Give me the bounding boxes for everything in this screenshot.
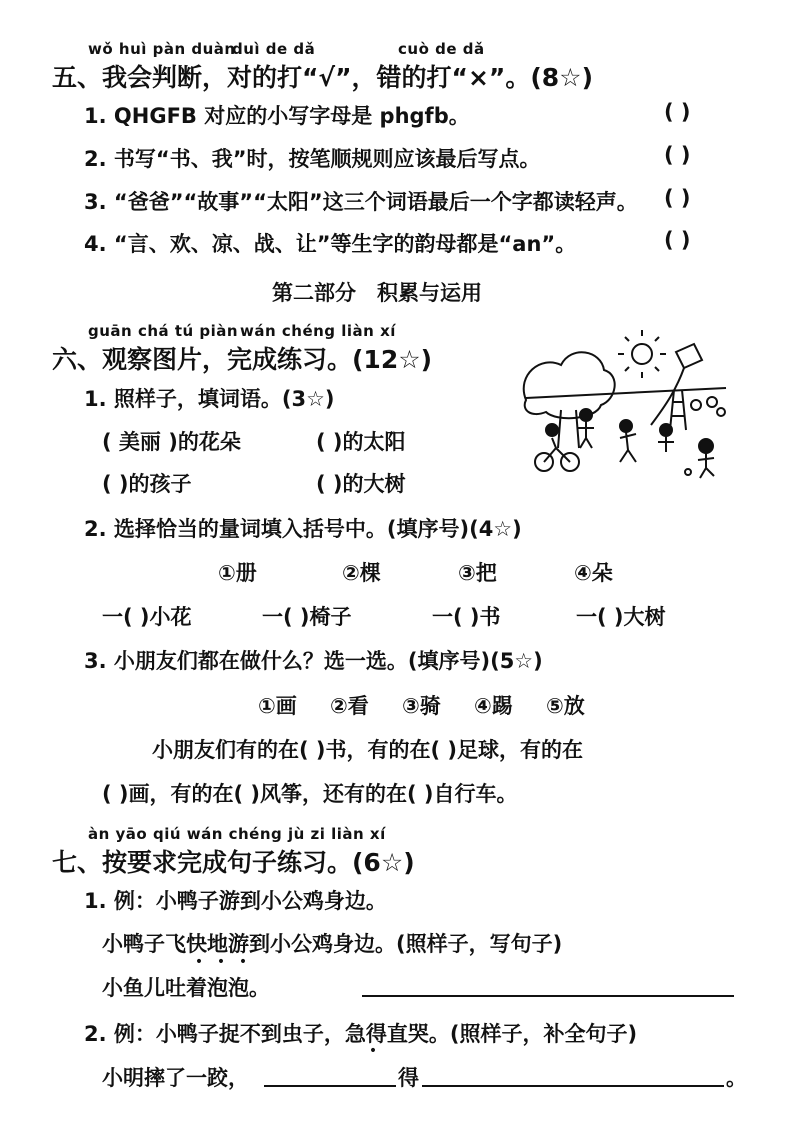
s7-q2-answer-line-1[interactable] <box>264 1085 396 1087</box>
s7-q1-model: 小鸭子飞快地游到小公鸡身边。(照样子，写句子) <box>102 932 563 956</box>
s5-answer-4[interactable]: ( ) <box>664 228 691 252</box>
s6-q3-option-3: ③骑 <box>402 694 441 718</box>
s6-q2-title: 2. 选择恰当的量词填入括号中。(填序号)(4☆) <box>84 517 522 541</box>
s6-q2-blank-1[interactable]: 一( )小花 <box>102 605 192 629</box>
section6-heading: 六、观察图片，完成练习。(12☆) <box>52 345 433 374</box>
s6-q1-row1b[interactable]: ( )的太阳 <box>316 430 406 454</box>
s6-q3-option-1: ①画 <box>258 694 297 718</box>
s6-q3-title: 3. 小朋友们都在做什么？选一选。(填序号)(5☆) <box>84 649 543 673</box>
s7-q1-answer-line[interactable] <box>362 995 734 997</box>
s7-q1-prompt: 小鱼儿吐着泡泡。 <box>102 976 270 1000</box>
park-scene-illustration <box>516 330 736 480</box>
emphasis-dots-feikuaidi: • • • <box>194 954 248 970</box>
s7-q2-prompt-a: 小明摔了一跤， <box>102 1066 249 1090</box>
s7-q1-example: 1. 例：小鸭子游到小公鸡身边。 <box>84 889 387 913</box>
s5-item-3: 3. “爸爸”“故事”“太阳”这三个词语最后一个字都读轻声。 <box>84 190 638 214</box>
pinyin-s6-2: wán chéng liàn xí <box>240 322 396 340</box>
section7-heading: 七、按要求完成句子练习。(6☆) <box>52 848 415 877</box>
s6-q1-row1a: ( 美丽 )的花朵 <box>102 430 241 454</box>
s6-q1-title: 1. 照样子，填词语。(3☆) <box>84 387 335 411</box>
s6-q3-option-5: ⑤放 <box>546 694 585 718</box>
s6-q3-line-2[interactable]: ( )画，有的在( )风筝，还有的在( )自行车。 <box>102 782 518 806</box>
pinyin-s7: àn yāo qiú wán chéng jù zi liàn xí <box>88 825 386 843</box>
s7-q2-end: 。 <box>726 1066 747 1090</box>
pinyin-s5-2: duì de dǎ <box>232 40 316 58</box>
s6-q1-row2b[interactable]: ( )的大树 <box>316 472 406 496</box>
pinyin-s5-1: wǒ huì pàn duàn <box>88 40 236 58</box>
section5-heading: 五、我会判断，对的打“√”，错的打“×”。(8☆) <box>52 63 594 92</box>
s6-q2-option-3: ③把 <box>458 561 497 585</box>
s6-q2-blank-4[interactable]: 一( )大树 <box>576 605 666 629</box>
emphasis-dot-de: • <box>368 1043 378 1059</box>
s5-item-4: 4. “言、欢、凉、战、让”等生字的韵母都是“an”。 <box>84 232 577 256</box>
pinyin-s5-3: cuò de dǎ <box>398 40 485 58</box>
s5-answer-3[interactable]: ( ) <box>664 186 691 210</box>
s6-q2-option-4: ④朵 <box>574 561 613 585</box>
s6-q3-line-1[interactable]: 小朋友们有的在( )书，有的在( )足球，有的在 <box>152 738 584 762</box>
s5-item-1: 1. QHGFB 对应的小写字母是 phgfb。 <box>84 104 470 128</box>
s6-q3-option-4: ④踢 <box>474 694 513 718</box>
pinyin-s6-1: guān chá tú piàn <box>88 322 239 340</box>
s6-q2-blank-3[interactable]: 一( )书 <box>432 605 501 629</box>
s6-q2-blank-2[interactable]: 一( )椅子 <box>262 605 352 629</box>
s7-q2-prompt-b: 得 <box>398 1066 419 1090</box>
s5-answer-1[interactable]: ( ) <box>664 100 691 124</box>
s6-q2-option-1: ①册 <box>218 561 257 585</box>
part2-title: 第二部分 积累与运用 <box>272 281 482 305</box>
s6-q2-option-2: ②棵 <box>342 561 381 585</box>
s6-q3-option-2: ②看 <box>330 694 369 718</box>
s6-q1-row2a[interactable]: ( )的孩子 <box>102 472 192 496</box>
s5-answer-2[interactable]: ( ) <box>664 143 691 167</box>
s7-q2-answer-line-2[interactable] <box>422 1085 724 1087</box>
s7-q2-example: 2. 例：小鸭子捉不到虫子，急得直哭。(照样子，补全句子) <box>84 1022 638 1046</box>
s5-item-2: 2. 书写“书、我”时，按笔顺规则应该最后写点。 <box>84 147 541 171</box>
